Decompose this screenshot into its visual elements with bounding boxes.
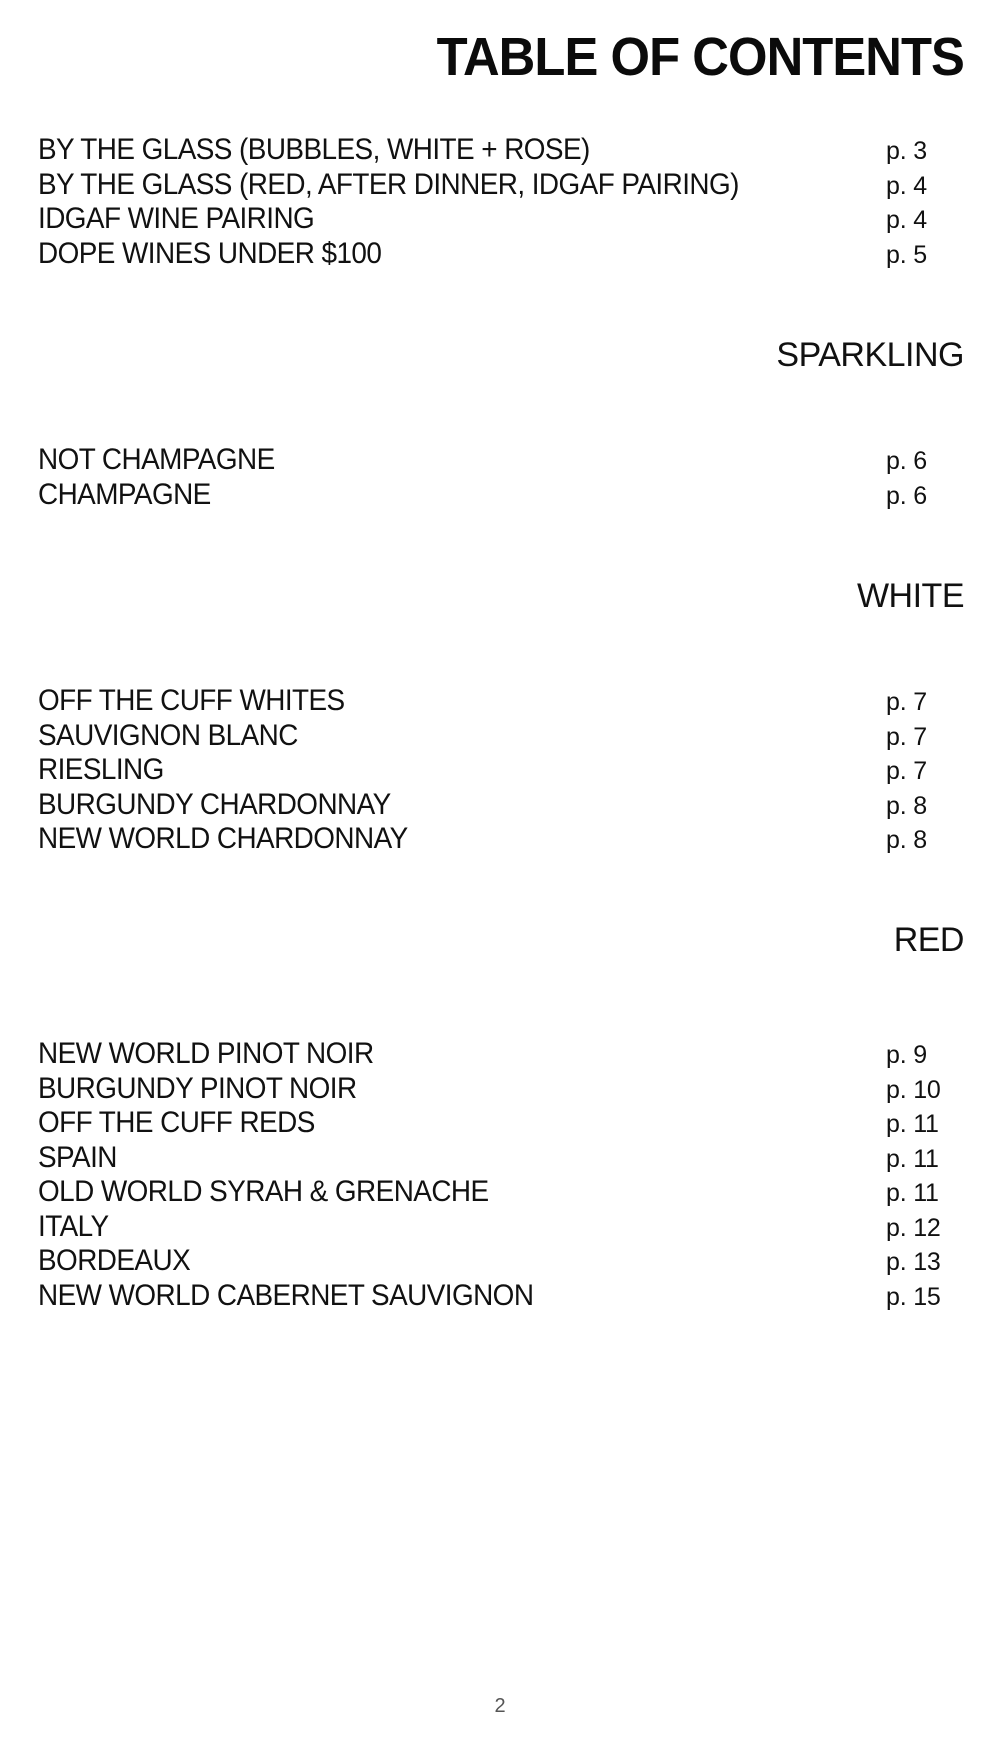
toc-entry-page: p. 7	[886, 688, 927, 716]
toc-entry-label: BY THE GLASS (BUBBLES, WHITE + ROSE)	[38, 133, 590, 166]
toc-entry[interactable]	[38, 1210, 964, 1245]
toc-entry[interactable]	[38, 168, 964, 203]
toc-entry-page: p. 4	[886, 171, 927, 200]
toc-entry[interactable]	[38, 133, 964, 168]
toc-entry-page: p. 9	[886, 1041, 927, 1069]
toc-entry[interactable]	[38, 1106, 964, 1141]
page-title: TABLE OF CONTENTS	[436, 27, 964, 87]
toc-section-intro	[38, 133, 964, 271]
toc-entry-label: NEW WORLD CHARDONNAY	[38, 822, 408, 855]
toc-entry-page: p. 11	[886, 1179, 939, 1207]
toc-entry-label: OFF THE CUFF REDS	[38, 1106, 315, 1139]
toc-entry[interactable]	[38, 1244, 964, 1279]
toc-entry-page: p. 4	[886, 206, 927, 234]
section-heading-white: WHITE	[856, 577, 964, 615]
toc-entry-label: ITALY	[38, 1209, 109, 1243]
toc-entry[interactable]	[38, 1141, 964, 1176]
toc-entry-page: p. 12	[886, 1213, 941, 1242]
toc-entry-label: NEW WORLD CABERNET SAUVIGNON	[38, 1278, 534, 1312]
section-heading-sparkling: SPARKLING	[776, 336, 964, 374]
toc-entry-label: SPAIN	[38, 1140, 117, 1174]
toc-entry[interactable]	[38, 478, 964, 513]
toc-section-sparkling	[38, 443, 964, 512]
toc-entry-label: BY THE GLASS (RED, AFTER DINNER, IDGAF PAIRING)	[38, 167, 739, 201]
toc-entry-label: OLD WORLD SYRAH & GRENACHE	[38, 1175, 489, 1208]
toc-entry-page: p. 15	[886, 1282, 941, 1311]
toc-entry[interactable]	[38, 1037, 964, 1072]
toc-entry[interactable]	[38, 443, 964, 478]
toc-entry-label: OFF THE CUFF WHITES	[38, 684, 345, 717]
toc-entry-label: CHAMPAGNE	[38, 477, 211, 511]
toc-entry-page: p. 3	[886, 137, 927, 165]
section-heading-red: RED	[893, 921, 964, 959]
toc-entry[interactable]	[38, 822, 964, 857]
toc-entry-page: p. 11	[886, 1110, 939, 1138]
toc-entry-page: p. 6	[886, 481, 927, 510]
toc-entry-page: p. 8	[886, 826, 927, 854]
toc-entry-label: RIESLING	[38, 753, 164, 786]
toc-entry-label: DOPE WINES UNDER $100	[38, 236, 382, 270]
toc-entry[interactable]	[38, 788, 964, 823]
toc-entry-page: p. 7	[886, 757, 927, 785]
toc-entry-page: p. 8	[886, 791, 927, 820]
toc-entry-page: p. 7	[886, 722, 927, 751]
toc-entry-label: NOT CHAMPAGNE	[38, 443, 275, 476]
toc-entry-label: BURGUNDY CHARDONNAY	[38, 787, 391, 821]
toc-entry-label: BURGUNDY PINOT NOIR	[38, 1071, 357, 1105]
toc-entry-page: p. 5	[886, 240, 927, 269]
toc-entry[interactable]	[38, 202, 964, 237]
toc-entry[interactable]	[38, 1175, 964, 1210]
toc-entry[interactable]	[38, 719, 964, 754]
toc-entry-page: p. 6	[886, 447, 927, 475]
toc-section-white	[38, 684, 964, 857]
toc-entry-page: p. 11	[886, 1144, 939, 1173]
toc-entry-label: SAUVIGNON BLANC	[38, 718, 298, 752]
toc-entry[interactable]	[38, 237, 964, 272]
toc-entry-page: p. 10	[886, 1075, 941, 1104]
toc-entry[interactable]	[38, 684, 964, 719]
page-number: 2	[494, 1695, 506, 1717]
toc-entry[interactable]	[38, 1072, 964, 1107]
toc-section-red	[38, 1037, 964, 1313]
toc-entry-label: NEW WORLD PINOT NOIR	[38, 1037, 374, 1070]
toc-entry[interactable]	[38, 1279, 964, 1314]
toc-entry[interactable]	[38, 753, 964, 788]
toc-entry-label: BORDEAUX	[38, 1244, 191, 1277]
toc-entry-label: IDGAF WINE PAIRING	[38, 202, 315, 235]
toc-entry-page: p. 13	[886, 1248, 941, 1276]
